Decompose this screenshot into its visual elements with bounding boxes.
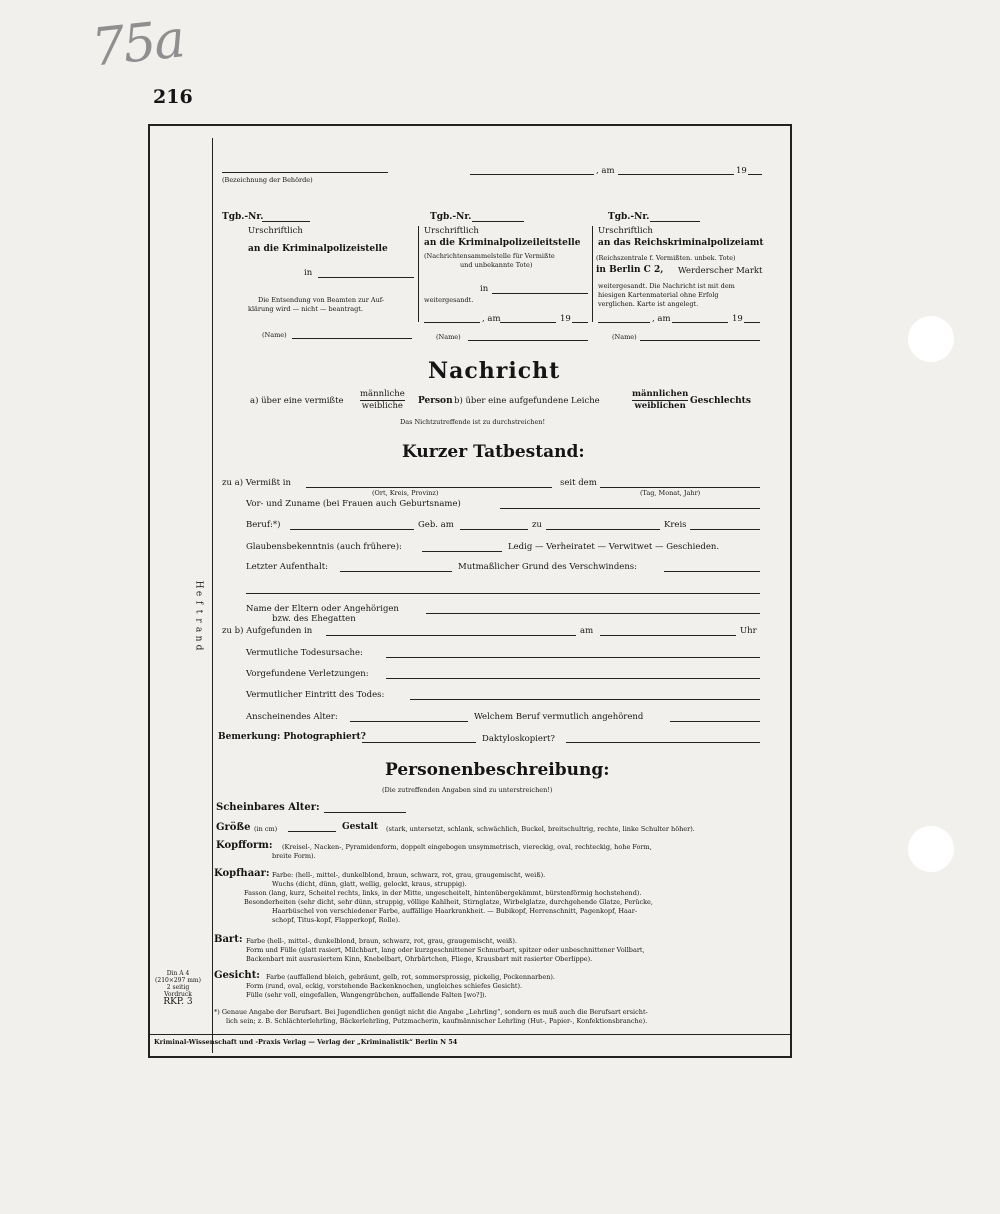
- zu-a-line: [306, 487, 552, 488]
- nachricht-a: a) über eine vermißte: [250, 396, 344, 406]
- col3-berlin: in Berlin C 2,: [596, 265, 664, 275]
- col-divider-2: [592, 226, 593, 322]
- eintritt-line: [410, 699, 760, 700]
- kopfhaar-1: Farbe: (hell-, mittel-, dunkelblond, braun, schwarz, rot, grau, graugemischt, weiß).: [272, 871, 546, 879]
- col2-address: an die Kriminalpolizeileitstelle: [424, 238, 581, 248]
- verletzungen-line: [386, 678, 760, 679]
- personen-sub: (Die zutreffenden Angaben sind zu unterstreichen!): [382, 786, 553, 794]
- beruf-vermutlich-line: [670, 721, 760, 722]
- beruf-vermutlich-label: Welchem Beruf vermutlich angehörend: [474, 712, 644, 722]
- beruf-label: Beruf:*): [246, 520, 281, 530]
- col3-weiter3: verglichen. Karte ist angelegt.: [598, 300, 699, 308]
- handwritten-annotation: 75a: [89, 9, 187, 79]
- col2-sub2: und unbekannte Tote): [460, 261, 533, 269]
- col2-place-line: [424, 322, 480, 323]
- nachricht-gender-a: [360, 389, 405, 412]
- scheinbares-alter: Scheinbares Alter:: [216, 802, 320, 813]
- col3-markt: Werderscher Markt: [678, 266, 763, 276]
- bart-2: Form und Fülle (glatt rasiert, Milchbart, lang oder kurzgeschnittener Schnurbart, spitzer oder unbeschnittener Vollbart,: [246, 946, 645, 954]
- aufenthalt-line: [340, 571, 452, 572]
- beruf-line: [290, 529, 414, 530]
- publisher-line: Kriminal-Wissenschaft und -Praxis Verlag — Verlag der „Kriminalistik“ Berlin N 54: [154, 1038, 458, 1046]
- authority-line: [222, 172, 388, 173]
- gesicht-3: Fülle (sehr voll, eingefallen, Wangengrübchen, auffallende Falten [wo?]).: [246, 991, 487, 999]
- col1-in: in: [304, 268, 313, 278]
- groesse-label: Größe: [216, 822, 251, 833]
- kreis-label: Kreis: [664, 520, 687, 530]
- geb-label: Geb. am: [418, 520, 454, 530]
- col2-name: (Name): [436, 333, 461, 341]
- col3-urschriftlich: Urschriftlich: [598, 226, 653, 236]
- col3-tgb-line: [650, 221, 700, 222]
- format-label: [150, 970, 206, 1006]
- col3-place-line: [598, 322, 650, 323]
- grund-label: Mutmaßlicher Grund des Verschwindens:: [458, 562, 638, 572]
- groesse-unit: (in cm): [254, 825, 278, 833]
- gestalt-text: (stark, untersetzt, schlank, schwächlich, Buckel, breitschultrig, rechte, linke Schulter höher).: [386, 825, 695, 833]
- groesse-line: [288, 831, 336, 832]
- col3-year-line: [744, 322, 760, 323]
- bart-label: Bart:: [214, 934, 243, 945]
- ort-hint: (Ort, Kreis, Provinz): [372, 489, 439, 497]
- photo-line: [362, 742, 476, 743]
- heftrand-label: H e f t r a n d: [193, 580, 204, 651]
- glauben-label: Glaubensbekenntnis (auch frühere):: [246, 542, 402, 552]
- col1-address: an die Kriminalpolizeistelle: [248, 244, 388, 254]
- place-line: [470, 174, 594, 175]
- kopfhaar-2: Wuchs (dicht, dünn, glatt, wellig, gelockt, kraus, struppig).: [272, 880, 467, 888]
- zu-b-am: am: [580, 626, 594, 636]
- tatbestand-title: Kurzer Tatbestand:: [402, 442, 585, 462]
- col3-sub: (Reichszentrale f. Vermißten. unbek. Tote): [596, 254, 736, 262]
- col-divider-1: [418, 226, 419, 322]
- col2-year-line: [572, 322, 588, 323]
- nachricht-geschlechts: Geschlechts: [690, 396, 751, 406]
- bart-3: Backenbart mit ausrasiertem Kinn, Knebelbart, Ohrbärtchen, Fliege, Krausbart mit rasierter Oberlippe).: [246, 955, 593, 963]
- format-l3: 2 seitig: [166, 984, 190, 991]
- ehegatten-label: bzw. des Ehegatten: [272, 614, 356, 624]
- dakty-line: [566, 742, 760, 743]
- scheinbares-alter-line: [324, 812, 406, 813]
- todesursache-label: Vermutliche Todesursache:: [246, 648, 363, 658]
- kopfhaar-3: Fasson (lang, kurz, Scheitel rechts, links, in der Mitte, ungescheitelt, hintenübergekämmt, bürstenförmig hochstehend).: [244, 889, 642, 897]
- col3-tgb: Tgb.-Nr.: [608, 212, 650, 222]
- vorname-line: [500, 508, 760, 509]
- gesicht-1: Farbe (auffallend bleich, gebräunt, gelb, rot, sommersprossig, pickelig, Pockennarben).: [266, 973, 555, 981]
- col1-note1: Die Entsendung von Beamten zur Auf-: [258, 296, 385, 304]
- col2-am: , am: [482, 314, 501, 324]
- kopfform-text: (Kreisel-, Nacken-, Pyramidenform, doppelt eingebogen unsymmetrisch, viereckig, oval, rechteckig, hohe Form,: [282, 843, 652, 851]
- format-l2: (210×297 mm): [155, 977, 201, 984]
- col1-in-line: [318, 277, 414, 278]
- zu-b-line: [326, 635, 576, 636]
- gesicht-label: Gesicht:: [214, 970, 261, 981]
- col1-name: (Name): [262, 331, 287, 339]
- nachricht-m2: männlichen: [632, 389, 689, 399]
- col1-note2: klärung wird — nicht — beantragt.: [248, 305, 363, 313]
- footnote-2: lich sein; z. B. Schlächterlehrling, Bäckerlehrling, Putzmacherin, kaufmännischer Lehrling (Hut-, Papier-, Konfektionsbranche).: [226, 1017, 648, 1025]
- nachricht-w1: weibliche: [361, 401, 403, 411]
- date-line: [618, 174, 734, 175]
- col3-am: , am: [652, 314, 671, 324]
- eltern-label: Name der Eltern oder Angehörigen: [246, 604, 399, 614]
- zu-a-label: zu a) Vermißt in: [222, 478, 291, 488]
- aufenthalt-label: Letzter Aufenthalt:: [246, 562, 328, 572]
- format-l1: Din A 4: [166, 970, 190, 977]
- col3-address: an das Reichskriminalpolizeiamt: [598, 238, 764, 248]
- col3-year: 19: [732, 314, 743, 324]
- page-number: 216: [153, 86, 193, 108]
- dakty-label: Daktyloskopiert?: [482, 734, 555, 744]
- header-am: , am: [596, 166, 615, 176]
- col1-urschriftlich: Urschriftlich: [248, 226, 303, 236]
- nachricht-note: Das Nichtzutreffende ist zu durchstreichen!: [400, 418, 546, 426]
- alter-label: Anscheinendes Alter:: [246, 712, 338, 722]
- geb-line: [460, 529, 528, 530]
- margin-line: [212, 138, 213, 1053]
- col2-weiter: weitergesandt.: [424, 296, 474, 304]
- punch-hole-top: [908, 316, 954, 362]
- footer-rule: [150, 1034, 790, 1035]
- zu-label: zu: [532, 520, 542, 530]
- vorname-label: Vor- und Zuname (bei Frauen auch Geburtsname): [246, 499, 461, 509]
- col1-name-line: [292, 338, 412, 339]
- col2-name-line: [468, 340, 588, 341]
- header-year: 19: [736, 166, 747, 176]
- col2-tgb: Tgb.-Nr.: [430, 212, 472, 222]
- punch-hole-bottom: [908, 826, 954, 872]
- grund-line-2: [246, 593, 760, 594]
- kopfhaar-label: Kopfhaar:: [214, 868, 270, 879]
- nachricht-b: b) über eine aufgefundene Leiche: [454, 396, 600, 406]
- gestalt-label: Gestalt: [342, 822, 379, 832]
- kopfhaar-4: Besonderheiten (sehr dicht, sehr dünn, struppig, völlige Kahlheit, Stirnglatze, Wirbelglatze, durchgehende Glatze, Perücke,: [244, 898, 653, 906]
- zu-line: [546, 529, 660, 530]
- nachricht-person: Person: [418, 396, 453, 406]
- todesursache-line: [386, 657, 760, 658]
- kopfhaar-6: schopf, Titus-kopf, Flapperkopf, Rolle).: [272, 916, 401, 924]
- footnote-1: *) Genaue Angabe der Berufsart. Bei Jugendlichen genügt nicht die Angabe „Lehrling“, sondern es muß auch die Berufsart ersicht-: [214, 1008, 648, 1016]
- col3-date-line: [672, 322, 728, 323]
- kopfform-label: Kopfform:: [216, 840, 273, 851]
- zu-b-label: zu b) Aufgefunden in: [222, 626, 313, 636]
- col2-in: in: [480, 284, 489, 294]
- seit-label: seit dem: [560, 478, 597, 488]
- glauben-line: [422, 551, 502, 552]
- col2-in-line: [492, 293, 588, 294]
- authority-hint: (Bezeichnung der Behörde): [222, 176, 313, 184]
- format-l4: Vordruck: [164, 991, 192, 998]
- form-code: RKP. 3: [163, 997, 193, 1007]
- nachricht-m1: männliche: [360, 389, 405, 399]
- eintritt-label: Vermutlicher Eintritt des Todes:: [246, 690, 385, 700]
- nachricht-w2: weiblichen: [634, 401, 686, 411]
- kopfhaar-5: Haarbüschel von verschiedener Farbe, auffällige Haarkrankheit. — Bubikopf, Herrenschnitt, Pagenkopf, Haar-: [272, 907, 638, 915]
- verletzungen-label: Vorgefundene Verletzungen:: [246, 669, 369, 679]
- kopfform-text2: breite Form).: [272, 852, 316, 860]
- col3-weiter1: weitergesandt. Die Nachricht ist mit dem: [598, 282, 735, 290]
- nachricht-gender-b: [632, 389, 688, 412]
- year-line: [748, 174, 762, 175]
- col1-tgb: Tgb.-Nr.: [222, 212, 264, 222]
- col3-weiter2: hiesigen Kartenmaterial ohne Erfolg: [598, 291, 719, 299]
- col3-name-line: [640, 340, 760, 341]
- bart-1: Farbe (hell-, mittel-, dunkelblond, braun, schwarz, rot, grau, graugemischt, weiß).: [246, 937, 517, 945]
- kreis-line: [690, 529, 760, 530]
- zu-b-date-line: [600, 635, 736, 636]
- familienstand: Ledig — Verheiratet — Verwitwet — Geschieden.: [508, 542, 720, 552]
- personen-title: Personenbeschreibung:: [385, 760, 610, 780]
- col1-tgb-line: [262, 221, 310, 222]
- col2-tgb-line: [472, 221, 524, 222]
- grund-line: [664, 571, 760, 572]
- datum-hint: (Tag, Monat, Jahr): [640, 489, 701, 497]
- nachricht-title: Nachricht: [428, 358, 561, 384]
- alter-line: [350, 721, 468, 722]
- col2-year: 19: [560, 314, 571, 324]
- bemerkung-label: Bemerkung: Photographiert?: [218, 732, 366, 742]
- zu-b-uhr: Uhr: [740, 626, 757, 636]
- col2-date-line: [500, 322, 556, 323]
- col2-sub1: (Nachrichtensammelstelle für Vermißte: [424, 252, 555, 260]
- col2-urschriftlich: Urschriftlich: [424, 226, 479, 236]
- seit-line: [600, 487, 760, 488]
- col3-name: (Name): [612, 333, 637, 341]
- gesicht-2: Form (rund, oval, eckig, vorstehende Backenknochen, ungleiches schiefes Gesicht).: [246, 982, 523, 990]
- eltern-line: [426, 613, 760, 614]
